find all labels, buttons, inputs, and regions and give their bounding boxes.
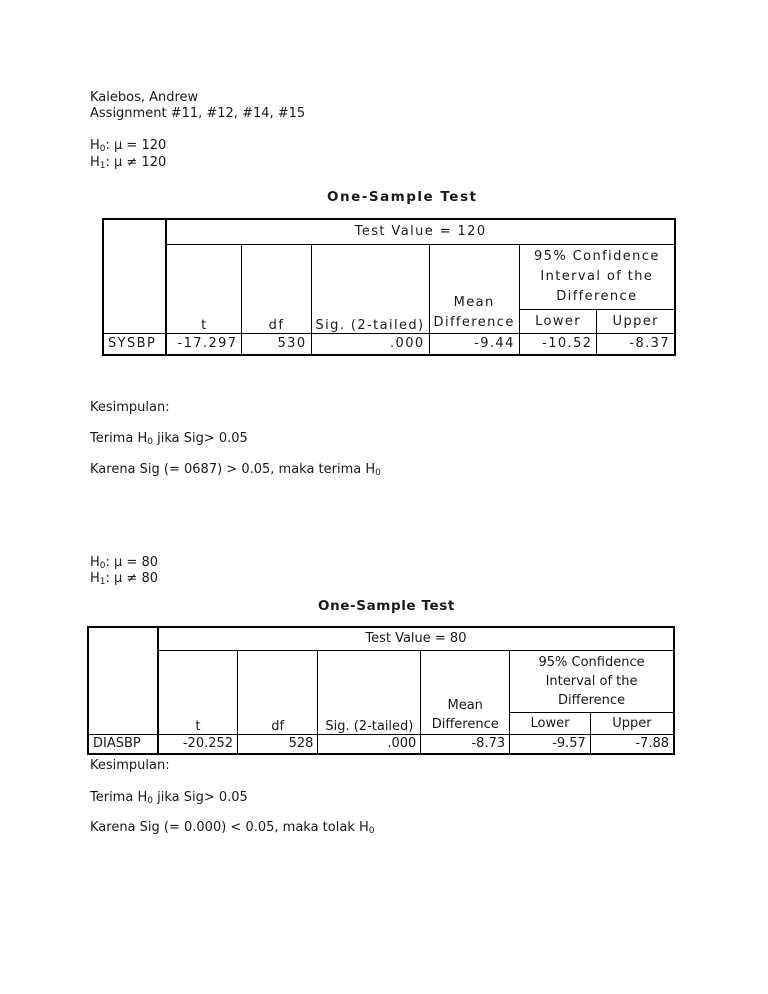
- table-row: [103, 333, 675, 355]
- kesimpulan-label-2: Kesimpulan:: [90, 759, 170, 773]
- col-df-header: df: [238, 650, 318, 734]
- one-sample-test-table-1: [102, 218, 676, 356]
- table-title-2: One-Sample Test: [318, 598, 455, 614]
- test-value-header: Test Value = 80: [158, 627, 674, 650]
- ci-header: 95% Confidence Interval of the Difference: [519, 244, 675, 309]
- cell-sig: .000: [318, 734, 421, 754]
- row-label: DIASBP: [88, 734, 158, 754]
- test-value-header: Test Value = 120: [166, 219, 675, 244]
- col-mean-difference-header: Mean Difference: [421, 650, 510, 734]
- cell-t: -20.252: [158, 734, 238, 754]
- col-sig-header: Sig. (2-tailed): [311, 244, 429, 333]
- table-row: [88, 734, 674, 754]
- cell-upper: -8.37: [597, 333, 675, 355]
- null-hypothesis-1: $H_0$: μ = 120: [90, 138, 167, 154]
- ci-header: 95% Confidence Interval of the Difference: [510, 650, 674, 712]
- cell-sig: .000: [311, 333, 429, 355]
- row-label: SYSBP: [103, 333, 166, 355]
- null-hypothesis-2: $H_0$: μ = 80: [90, 555, 158, 571]
- cell-lower: -10.52: [519, 333, 597, 355]
- decision-rule-1: Terima $H_0$ jika Sig> 0.05: [90, 431, 248, 447]
- col-sig-header: Sig. (2-tailed): [318, 650, 421, 734]
- decision-rule-2: Terima $H_0$ jika Sig> 0.05: [90, 790, 248, 806]
- assignment-label: Assignment #11, #12, #14, #15: [90, 106, 306, 121]
- col-lower-header: Lower: [510, 712, 591, 734]
- col-mean-difference-header: Mean Difference: [429, 244, 519, 333]
- cell-df: 530: [242, 333, 311, 355]
- cell-mean: -8.73: [421, 734, 510, 754]
- row-header-blank: [88, 627, 158, 734]
- cell-df: 528: [238, 734, 318, 754]
- col-upper-header: Upper: [597, 309, 675, 333]
- col-upper-header: Upper: [590, 712, 674, 734]
- col-t-header: t: [166, 244, 242, 333]
- col-lower-header: Lower: [519, 309, 597, 333]
- table-title-1: One-Sample Test: [327, 189, 478, 205]
- conclusion-2: Karena Sig (= 0.000) < 0.05, maka tolak $H_0$: [90, 820, 375, 836]
- row-header-blank: [103, 219, 166, 333]
- cell-t: -17.297: [166, 333, 242, 355]
- kesimpulan-label-1: Kesimpulan:: [90, 400, 170, 415]
- alt-hypothesis-1: $H_1$: μ ≠ 120: [90, 155, 167, 171]
- conclusion-1: Karena Sig (= 0687) > 0.05, maka terima $H_0$: [90, 462, 381, 478]
- cell-mean: -9.44: [429, 333, 519, 355]
- one-sample-test-table-2: [87, 626, 675, 755]
- alt-hypothesis-2: $H_1$: μ ≠ 80: [90, 571, 158, 587]
- col-df-header: df: [242, 244, 311, 333]
- cell-lower: -9.57: [510, 734, 591, 754]
- cell-upper: -7.88: [590, 734, 674, 754]
- col-t-header: t: [158, 650, 238, 734]
- author-name: Kalebos, Andrew: [90, 90, 199, 105]
